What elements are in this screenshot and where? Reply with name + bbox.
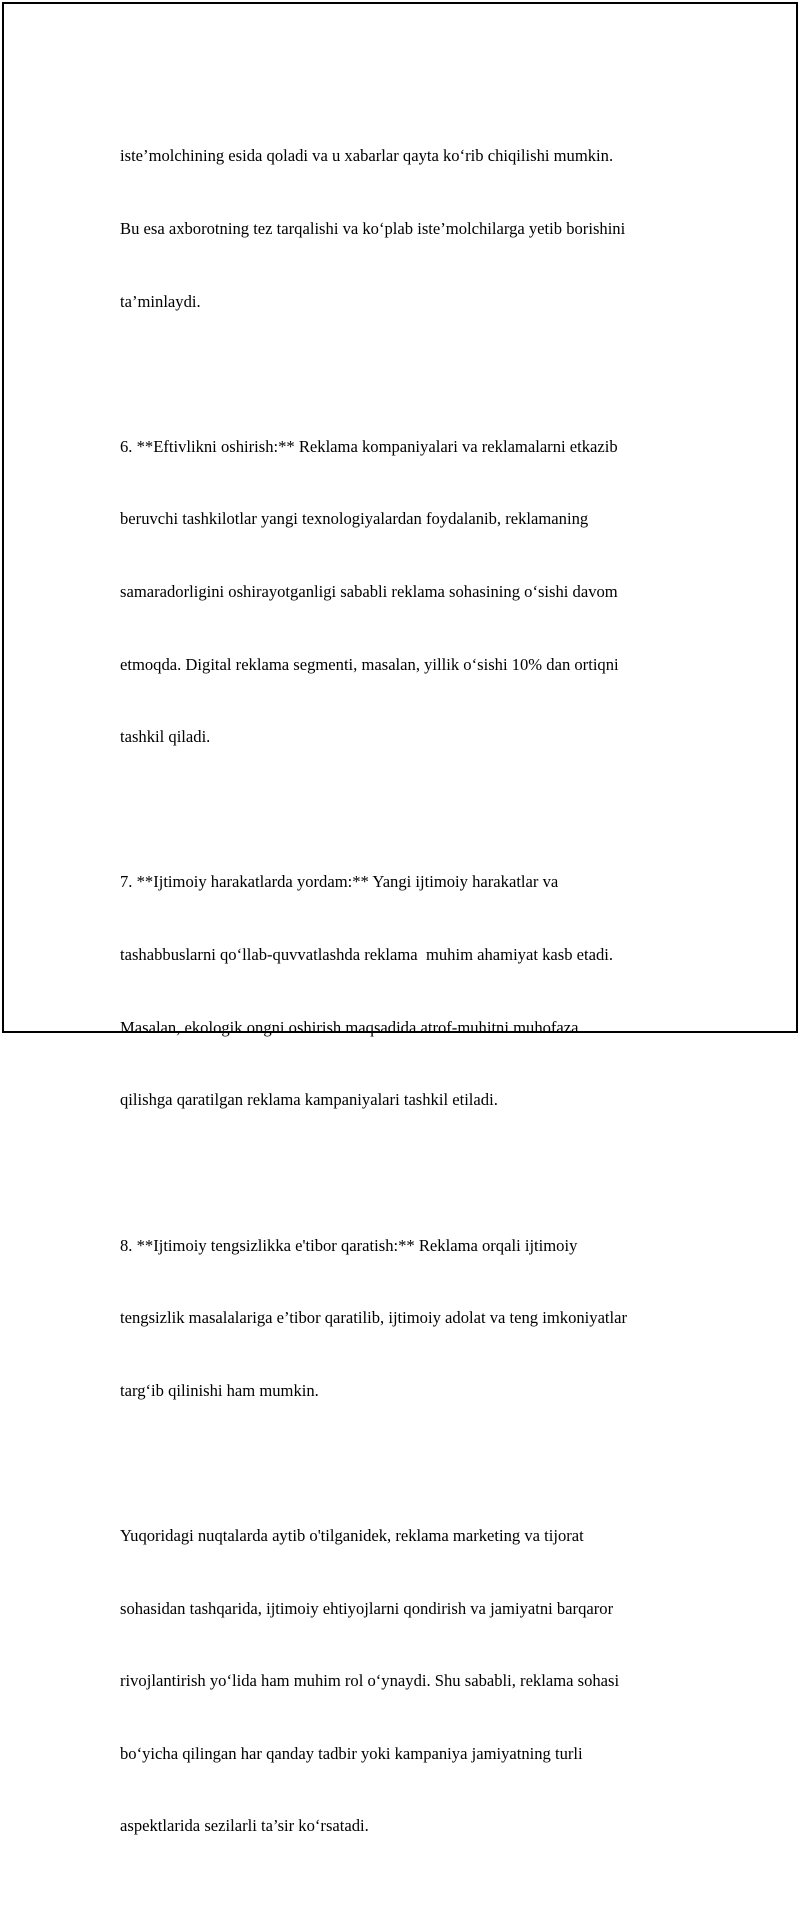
text-line: bo‘yicha qilingan har qanday tadbir yoki kampaniya jamiyatning turli	[120, 1743, 583, 1763]
text-line: 6. **Eftivlikni oshirish:** Reklama kompaniyalari va reklamalarni etkazib	[120, 436, 618, 456]
text-line: ta’minlaydi.	[120, 291, 201, 311]
document-page	[2, 2, 798, 1836]
paragraph-intro-continuation	[120, 96, 700, 362]
text-line: Yuqoridagi nuqtalarda aytib o'tilganidek, reklama marketing va tijorat	[120, 1525, 584, 1545]
text-line: 7. **Ijtimoiy harakatlarda yordam:** Yangi ijtimoiy harakatlar va	[120, 872, 559, 892]
paragraph-item-6	[120, 386, 700, 797]
text-line: iste’molchining esida qoladi va u xabarlar qayta ko‘rib chiqilishi mumkin.	[120, 146, 614, 166]
text-line: tashabbuslarni qo‘llab-quvvatlashda reklama muhim ahamiyat kasb etadi.	[120, 945, 614, 965]
text-line: Masalan, ekologik ongni oshirish maqsadida atrof-muhitni muhofaza	[120, 1017, 579, 1037]
paragraph-item-8	[120, 1185, 700, 1451]
paragraph-conclusion	[120, 1476, 700, 1887]
text-line: beruvchi tashkilotlar yangi texnologiyalardan foydalanib, reklamaning	[120, 509, 589, 529]
text-line: targ‘ib qilinishi ham mumkin.	[120, 1380, 319, 1400]
text-line: tengsizlik masalalariga e’tibor qaratilib, ijtimoiy adolat va teng imkoniyatlar	[120, 1308, 628, 1328]
document-body	[120, 96, 700, 1911]
text-line: samaradorligini oshirayotganligi sababli reklama sohasining o‘sishi davom	[120, 582, 618, 602]
text-line: 8. **Ijtimoiy tengsizlikka e'tibor qaratish:** Reklama orqali ijtimoiy	[120, 1235, 578, 1255]
text-line: qilishga qaratilgan reklama kampaniyalari tashkil etiladi.	[120, 1090, 498, 1110]
text-line: tashkil qiladi.	[120, 727, 211, 747]
text-line: etmoqda. Digital reklama segmenti, masalan, yillik o‘sishi 10% dan ortiqni	[120, 654, 619, 674]
text-line: aspektlarida sezilarli ta’sir ko‘rsatadi.	[120, 1816, 369, 1836]
text-line: sohasidan tashqarida, ijtimoiy ehtiyojlarni qondirish va jamiyatni barqaror	[120, 1598, 614, 1618]
text-line: Bu esa axborotning tez tarqalishi va ko‘plab iste’molchilarga yetib borishini	[120, 219, 626, 239]
paragraph-item-7	[120, 822, 700, 1161]
text-line: rivojlantirish yo‘lida ham muhim rol o‘ynaydi. Shu sababli, reklama sohasi	[120, 1671, 620, 1691]
